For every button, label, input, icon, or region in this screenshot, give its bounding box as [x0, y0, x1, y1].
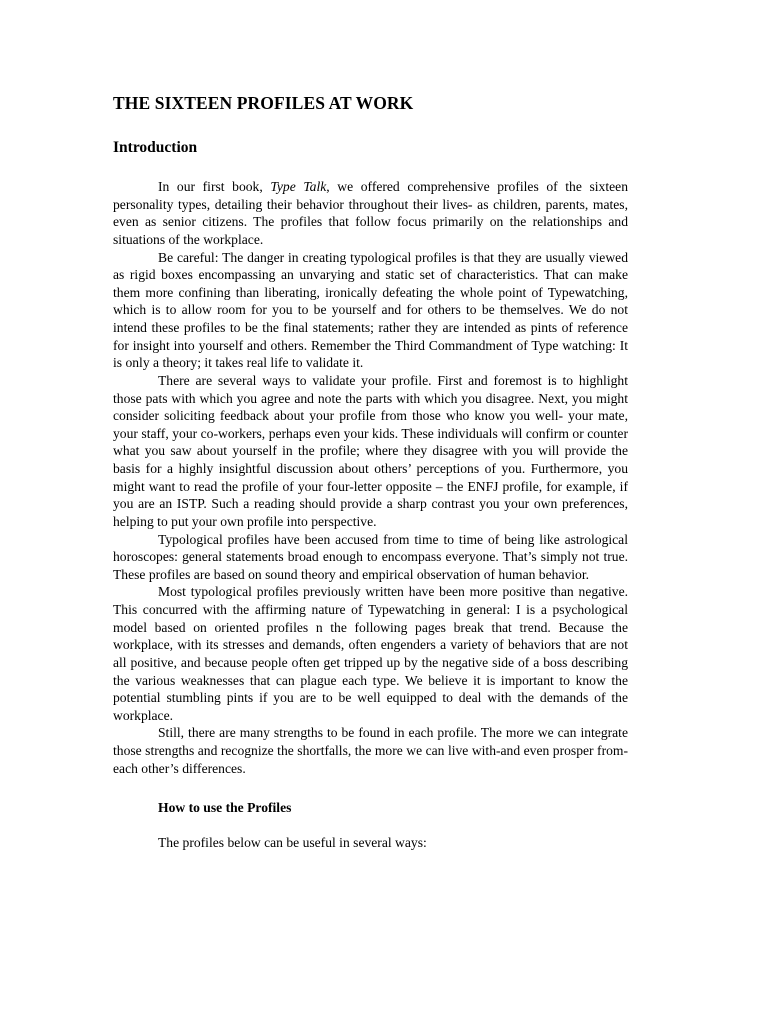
- paragraph-3: There are several ways to validate your profile. First and foremost is to highlight those pats with which you agree and note the parts with which you disagree. Next, you might consider soliciting feedback about your profile from those who know you well- your mate, your staff, your co-workers, perhaps even your kids. These individuals will confirm or counter what you saw about yourself in the profile; where they disagree with you will provide the basis for a highly insightful discussion about others’ perceptions of you. Furthermore, you might want to read the profile of your four-letter opposite – the ENFJ profile, for example, if you are an ISTP. Such a reading should provide a sharp contrast you your own preferences, helping to put your own profile into perspective.: [113, 372, 628, 529]
- document-title: THE SIXTEEN PROFILES AT WORK: [113, 93, 414, 113]
- paragraph-6: Still, there are many strengths to be found in each profile. The more we can integrate those strengths and recognize the shortfalls, the more we can live with-and even prosper from- each other’s differences.: [113, 725, 628, 776]
- closing-line: The profiles below can be useful in several ways:: [158, 835, 427, 850]
- subheading-how-to-use: How to use the Profiles: [158, 800, 292, 815]
- paragraph-2: Be careful: The danger in creating typological profiles is that they are usually viewed as rigid boxes encompassing an unvarying and static set of characteristics. That can make them more confining than liberating, ironically defeating the whole point of Typewatching, which is to allow room for you to be yourself and for others to be themselves. We do not intend these profiles to be the final statements; rather they are intended as pints of reference for insight into yourself and others. Remember the Third Commandment of Type watching: It is only a theory; it takes real life to validate it.: [113, 249, 628, 371]
- paragraph-1-after: , we offered comprehensive profiles of the sixteen personality types, detailing their behavior throughout their lives- as children, parents, mates, even as senior citizens. The profiles that follow focus primarily on the relationships and situations of the workplace.: [113, 179, 628, 247]
- paragraph-4: Typological profiles have been accused from time to time of being like astrological horoscopes: general statements broad enough to encompass everyone. That’s simply not true. These profiles are based on sound theory and empirical observation of human behavior.: [113, 531, 628, 582]
- book-title: Type Talk: [270, 179, 327, 194]
- paragraph-1-before: In our first book,: [158, 179, 271, 194]
- introduction-body: [113, 178, 628, 777]
- section-heading-introduction: Introduction: [113, 139, 198, 156]
- paragraph-1: [113, 178, 628, 249]
- paragraph-5: Most typological profiles previously written have been more positive than negative. This concurred with the affirming nature of Typewatching in general: I is a psychological model based on oriented profiles n the following pages break that trend. Because the workplace, with its stresses and demands, often engenders a variety of behaviors that are not all positive, and because people often get tripped up by the negative side of a boss describing the various weaknesses that can plague each type. We believe it is important to know the potential stumbling pints if you are to be well equipped to deal with the demands of the workplace.: [113, 584, 628, 723]
